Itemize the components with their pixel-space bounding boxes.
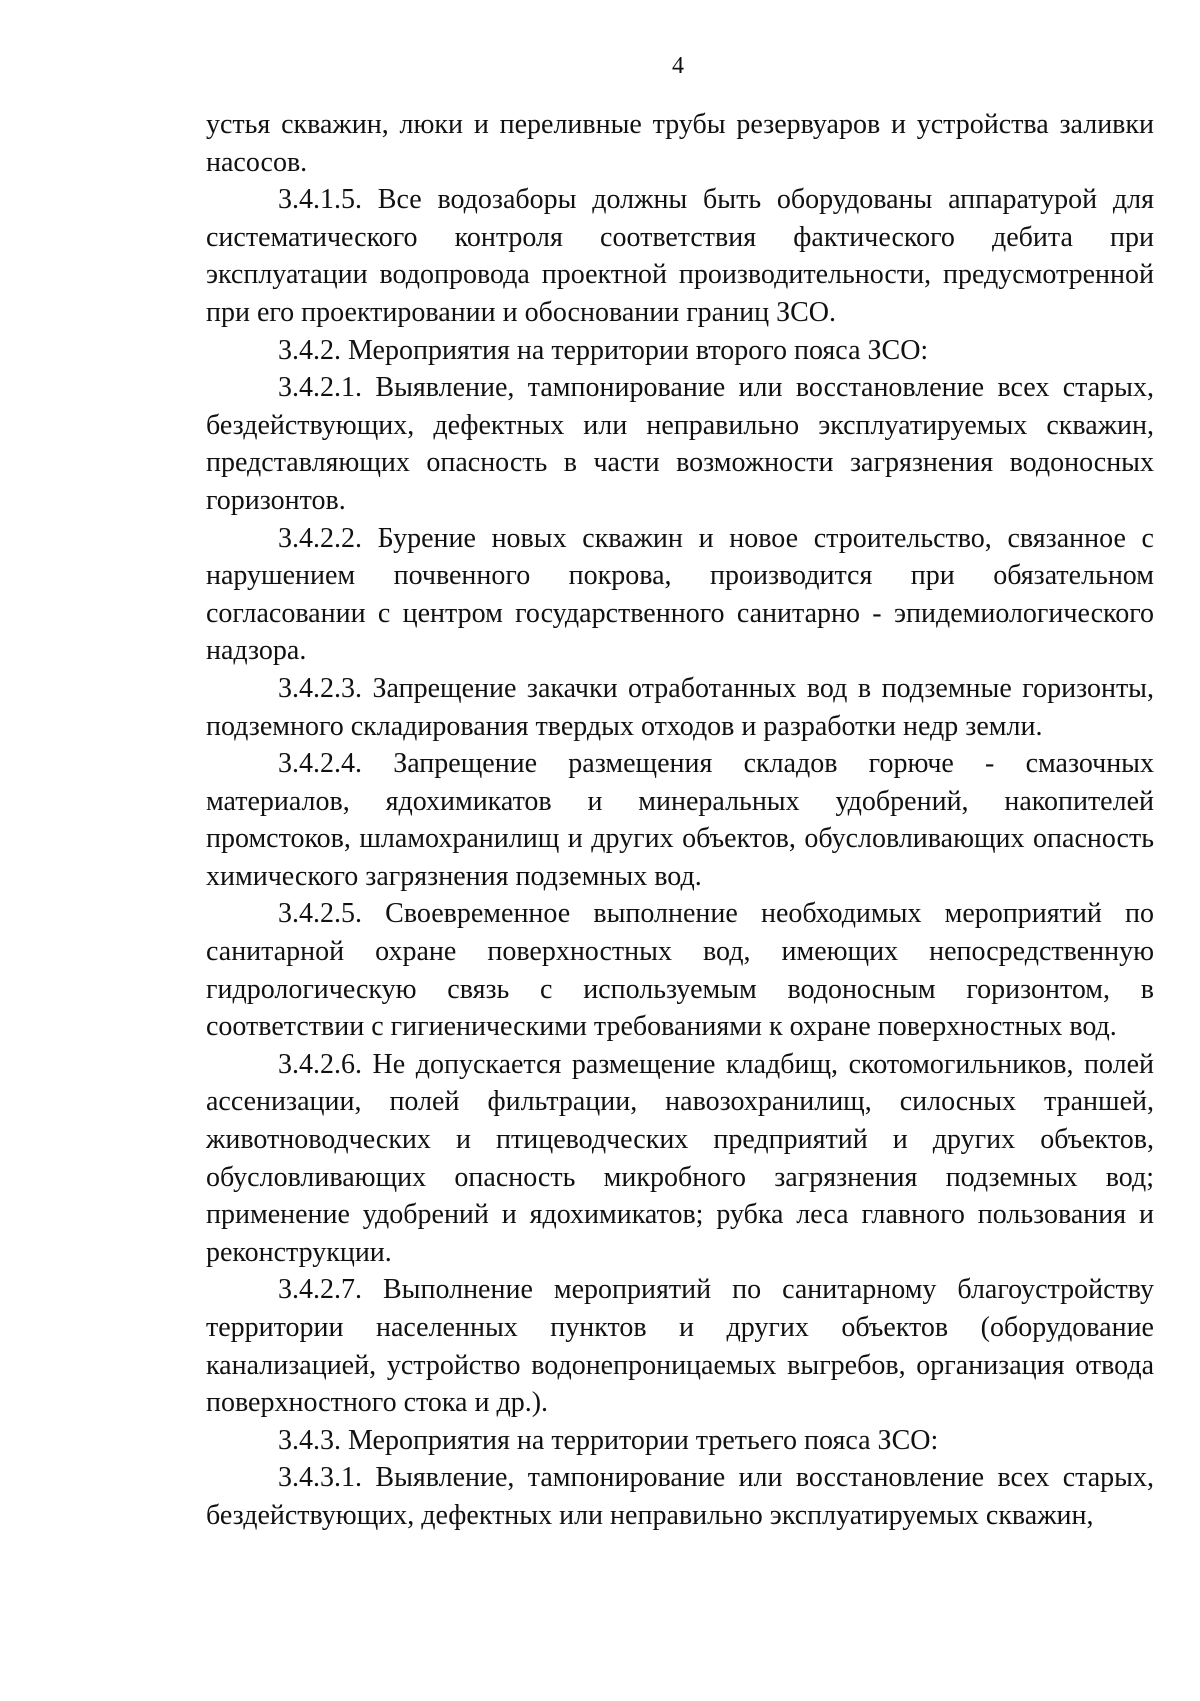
paragraph-3-4-2-1: 3.4.2.1. Выявление, тампонирование или восстановление всех старых, бездействующих, дефектных или неправильно эксплуатируемых скважин, представляющих опасность в части возможности загрязнения водоносных горизонтов. [206,372,1154,516]
page-number: 4 [672,53,684,79]
paragraph-3-4-2-5: 3.4.2.5. Своевременное выполнение необходимых мероприятий по санитарной охране поверхностных вод, имеющих непосредственную гидрологическую связь с используемым водоносным горизонтом, в соответствии с гигиеническими требованиями к охране поверхностных вод. [206,898,1154,1043]
document-body [206,106,1154,1535]
paragraph-3-4-1-5: 3.4.1.5. Все водозаборы должны быть оборудованы аппаратурой для систематического контроля соответствия фактического дебита при эксплуатации водопровода проектной производительности, предусмотренной при его проектировании и обосновании границ ЗСО. [206,184,1154,328]
paragraph-3-4-2-4: 3.4.2.4. Запрещение размещения складов горюче - смазочных материалов, ядохимикатов и минеральных удобрений, накопителей промстоков, шламохранилищ и других объектов, обусловливающих опасность химического загрязнения подземных вод. [206,748,1154,892]
paragraph-3-4-2-6: 3.4.2.6. Не допускается размещение кладбищ, скотомогильников, полей ассенизации, полей фильтрации, навозохранилищ, силосных траншей, животноводческих и птицеводческих предприятий и других объектов, обусловливающих опасность микробного загрязнения подземных вод; применение удобрений и ядохимикатов; рубка леса главного пользования и реконструкции. [206,1048,1154,1268]
paragraph-3-4-2-3: 3.4.2.3. Запрещение закачки отработанных вод в подземные горизонты, подземного складирования твердых отходов и разработки недр земли. [206,672,1154,742]
paragraph-3-4-3-1: 3.4.3.1. Выявление, тампонирование или восстановление всех старых, бездействующих, дефектных или неправильно эксплуатируемых скважин, [206,1462,1154,1531]
paragraph-3-4-2-2: 3.4.2.2. Бурение новых скважин и новое строительство, связанное с нарушением почвенного покрова, производится при обязательном согласовании с центром государственного санитарно - эпидемиологического надзора. [206,522,1154,667]
paragraph-continuation: устья скважин, люки и переливные трубы резервуаров и устройства заливки насосов. [206,109,1154,178]
paragraph-3-4-3: 3.4.3. Мероприятия на территории третьего пояса ЗСО: [278,1424,939,1456]
paragraph-3-4-2: 3.4.2. Мероприятия на территории второго пояса ЗСО: [278,334,929,366]
paragraph-3-4-2-7: 3.4.2.7. Выполнение мероприятий по санитарному благоустройству территории населенных пунктов и других объектов (оборудование канализацией, устройство водонепроницаемых выгребов, организация отвода поверхностного стока и др.). [206,1274,1154,1419]
